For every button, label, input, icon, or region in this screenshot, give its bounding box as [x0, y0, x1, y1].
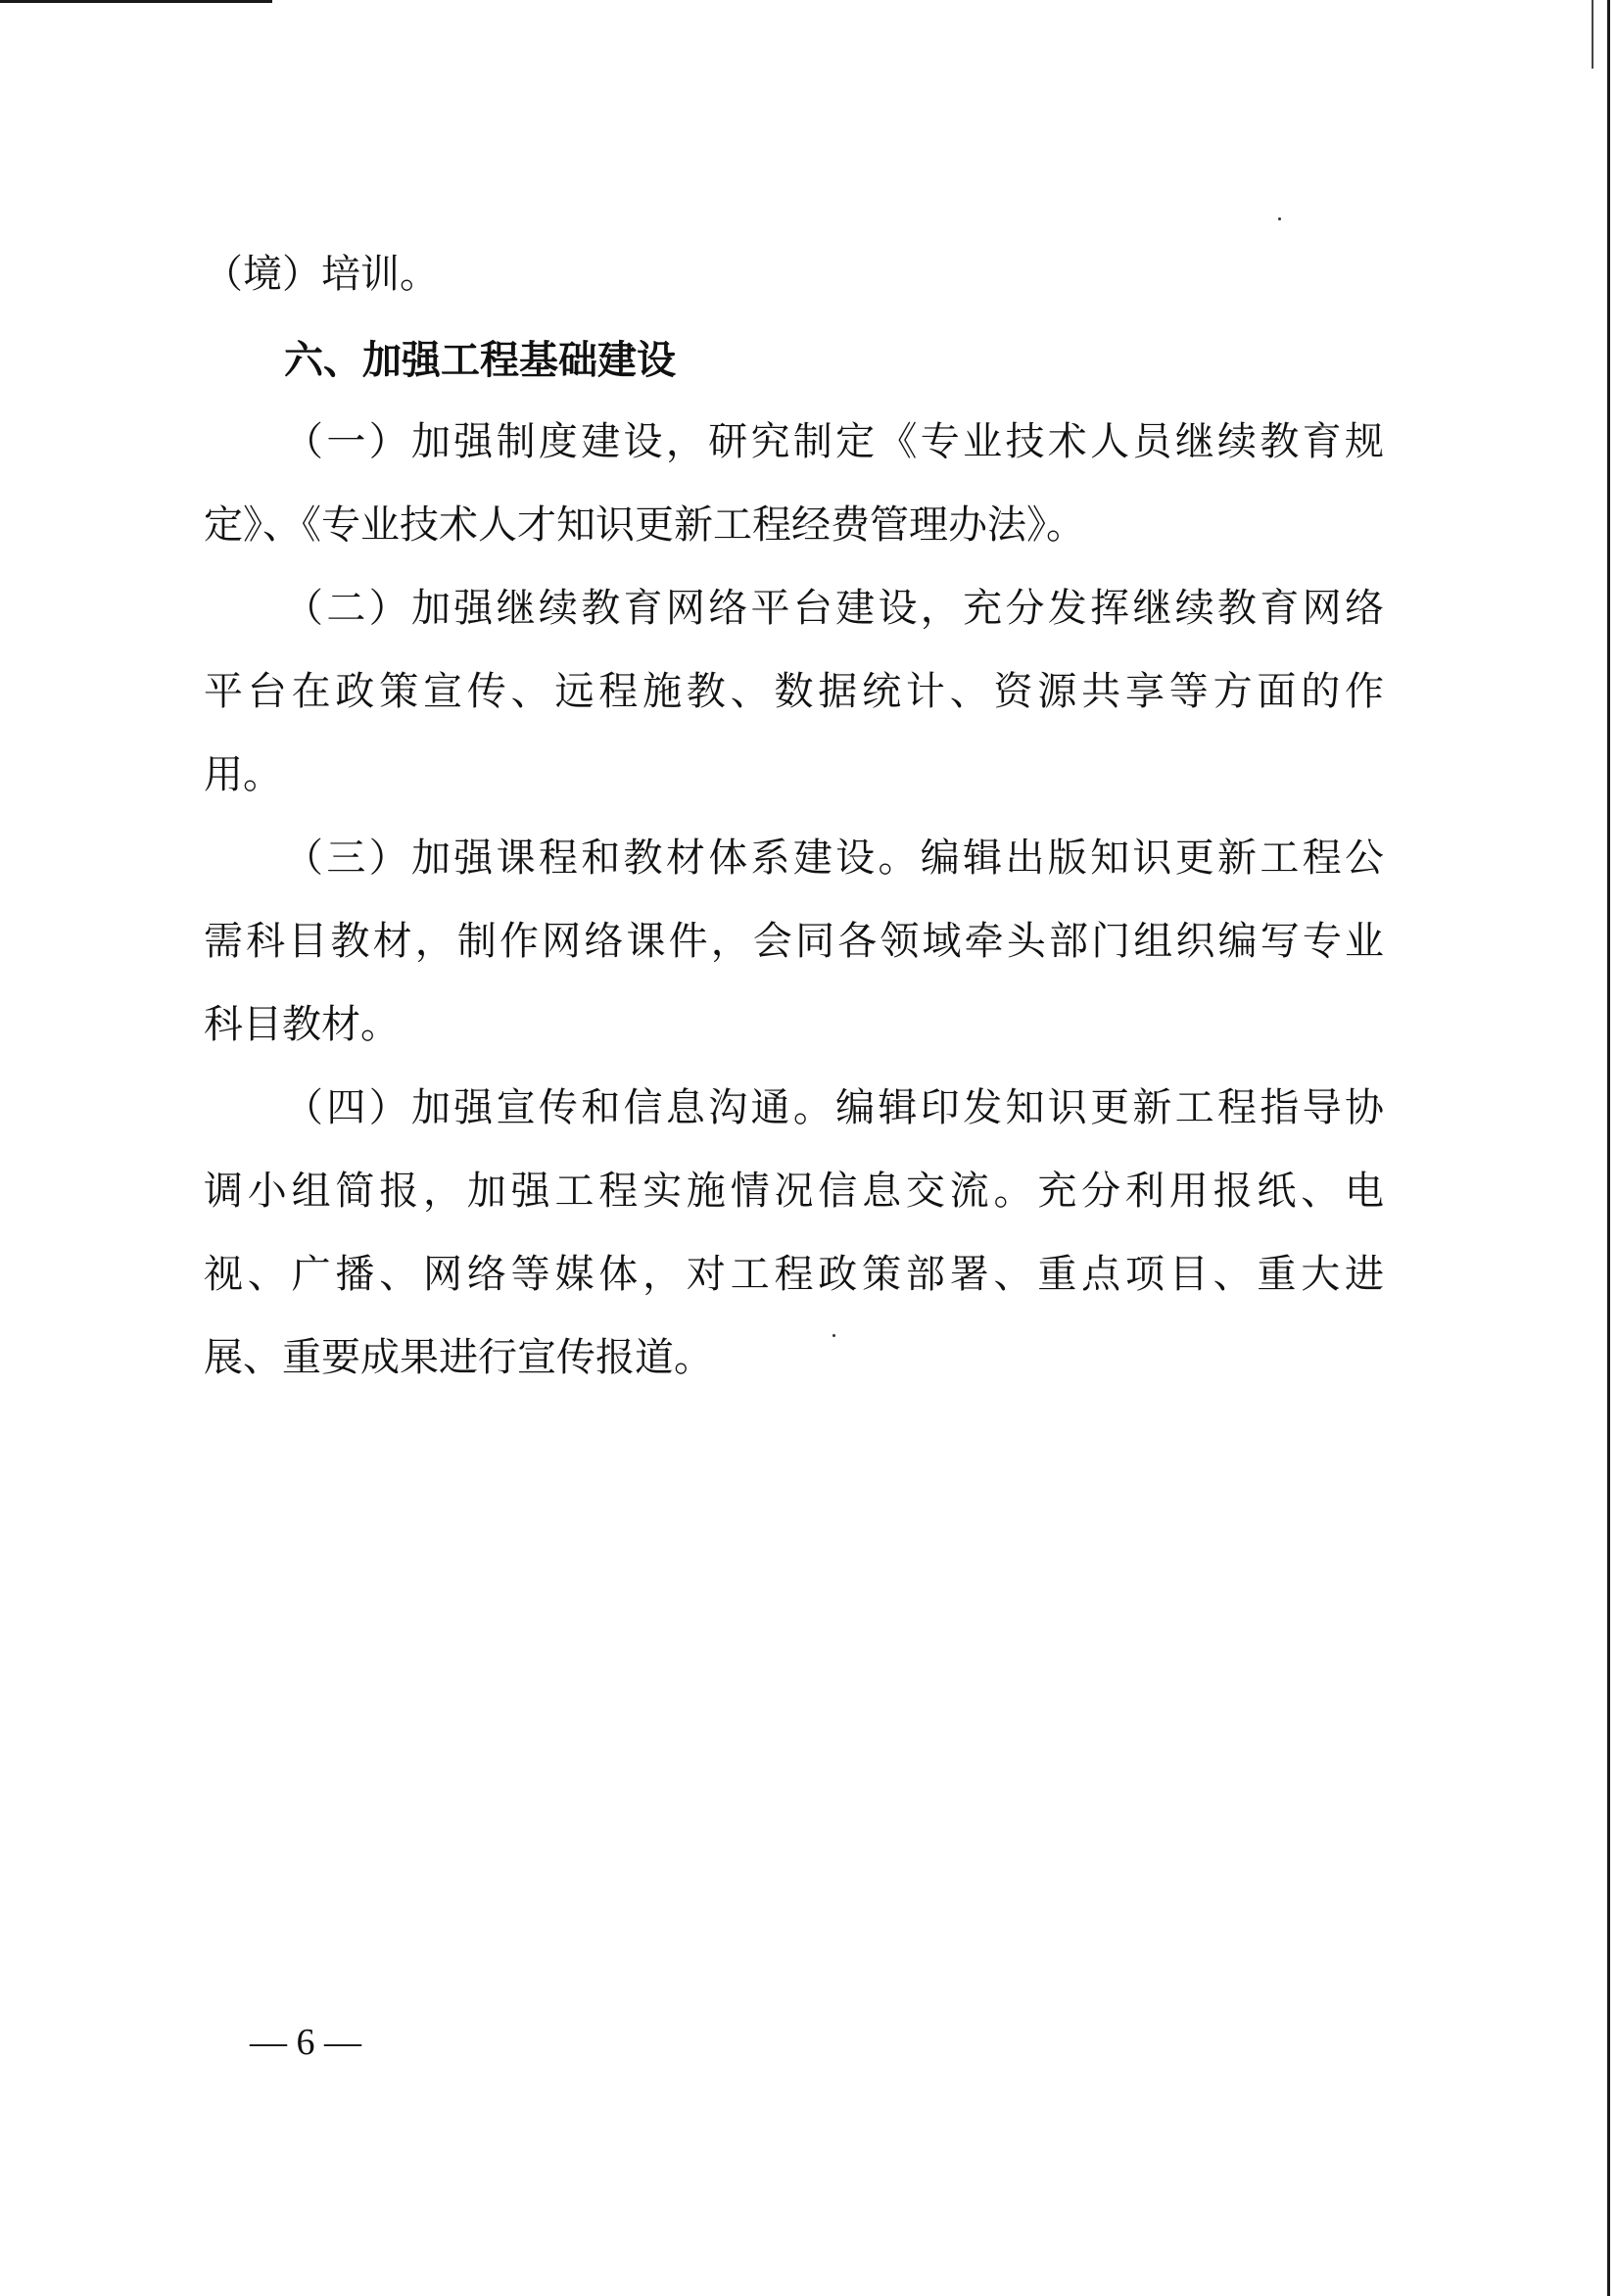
text-line: （境）培训。	[204, 252, 439, 297]
scan-speck	[1278, 217, 1281, 220]
text-line: （三）加强课程和教材体系建设。编辑出版知识更新工程公	[284, 836, 1384, 881]
text-line: （四）加强宣传和信息沟通。编辑印发知识更新工程指导协	[284, 1085, 1384, 1130]
text-line: 定》、《专业技术人才知识更新工程经费管理办法》。	[204, 502, 1085, 548]
text-line: 调小组简报，加强工程实施情况信息交流。充分利用报纸、电	[204, 1169, 1384, 1214]
text-line: （二）加强继续教育网络平台建设，充分发挥继续教育网络	[284, 586, 1384, 631]
page-number: — 6 —	[250, 2022, 361, 2063]
text-line: 视、广播、网络等媒体，对工程政策部署、重点项目、重大进	[204, 1252, 1384, 1297]
text-line: 需科目教材，制作网络课件，会同各领域牵头部门组织编写专业	[204, 919, 1384, 964]
scan-edge-right	[1607, 0, 1610, 2296]
scan-speck	[832, 1334, 835, 1337]
scan-edge-right-inner	[1592, 0, 1593, 69]
text-line: 科目教材。	[204, 1002, 400, 1047]
scan-edge-top	[0, 0, 272, 3]
text-line: （一）加强制度建设，研究制定《专业技术人员继续教育规	[284, 419, 1384, 464]
text-line: 平台在政策宣传、远程施教、数据统计、资源共享等方面的作	[204, 669, 1384, 714]
text-line: 用。	[204, 752, 282, 797]
section-heading: 六、加强工程基础建设	[284, 338, 676, 383]
text-line: 展、重要成果进行宣传报道。	[204, 1335, 713, 1380]
